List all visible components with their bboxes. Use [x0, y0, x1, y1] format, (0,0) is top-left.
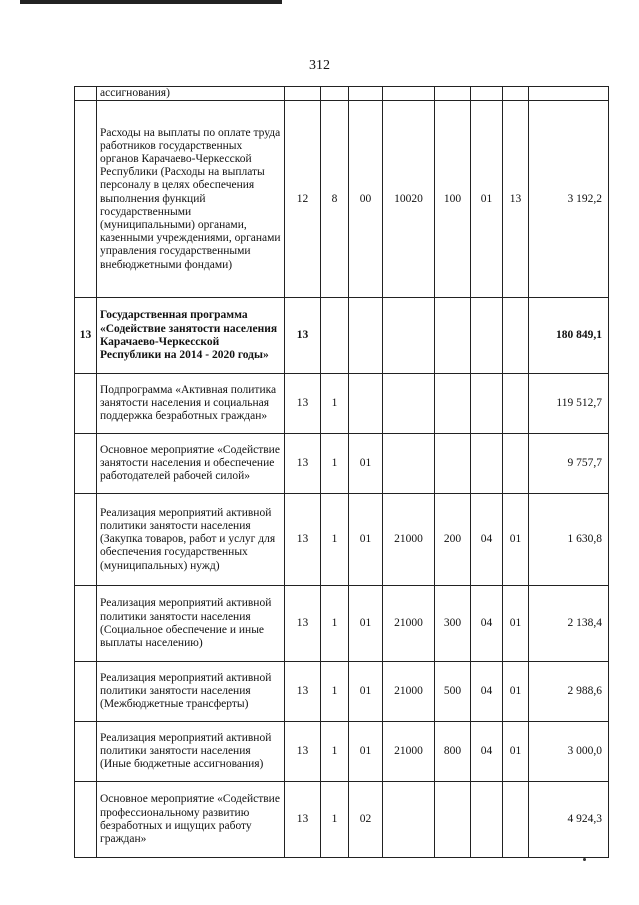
- row-number: [75, 586, 97, 662]
- code-2: 1: [321, 722, 349, 782]
- code-3: 01: [349, 434, 383, 494]
- code-7: [503, 87, 529, 101]
- code-2: 1: [321, 586, 349, 662]
- code-6: 01: [471, 101, 503, 298]
- code-7: [503, 298, 529, 374]
- code-7: 13: [503, 101, 529, 298]
- code-6: 04: [471, 586, 503, 662]
- table-row: [75, 298, 609, 374]
- row-number: [75, 722, 97, 782]
- table-row: [75, 374, 609, 434]
- code-6: 04: [471, 494, 503, 586]
- code-4: [383, 782, 435, 858]
- code-2: 1: [321, 374, 349, 434]
- code-4: [383, 298, 435, 374]
- code-3: 01: [349, 494, 383, 586]
- table-row: [75, 722, 609, 782]
- code-1: 13: [285, 298, 321, 374]
- row-amount: 2 138,4: [529, 586, 609, 662]
- code-6: [471, 87, 503, 101]
- code-1: [285, 87, 321, 101]
- page-number: 312: [309, 58, 330, 73]
- code-1: 13: [285, 586, 321, 662]
- code-2: 1: [321, 494, 349, 586]
- code-5: [435, 374, 471, 434]
- row-amount: 9 757,7: [529, 434, 609, 494]
- row-amount: 4 924,3: [529, 782, 609, 858]
- row-number: [75, 782, 97, 858]
- table-row: [75, 782, 609, 858]
- code-5: 200: [435, 494, 471, 586]
- code-4: 21000: [383, 722, 435, 782]
- code-4: [383, 374, 435, 434]
- code-3: 01: [349, 586, 383, 662]
- code-6: 04: [471, 662, 503, 722]
- code-7: 01: [503, 722, 529, 782]
- code-5: 500: [435, 662, 471, 722]
- code-5: [435, 434, 471, 494]
- code-1: 13: [285, 722, 321, 782]
- code-5: [435, 298, 471, 374]
- code-5: 100: [435, 101, 471, 298]
- code-2: [321, 87, 349, 101]
- code-4: 21000: [383, 662, 435, 722]
- code-2: 8: [321, 101, 349, 298]
- code-4: [383, 87, 435, 101]
- row-name: Реализация мероприятий активной политики занятости населения (Социальное обеспечение и иные выплаты населению): [97, 586, 285, 662]
- row-name: Расходы на выплаты по оплате труда работников государственных органов Карачаево-Черкесской Республики (Расходы на выплаты персоналу в целях обеспечения выполнения функций государственными (муниципальными) органами, казенными учреждениями, органами управления государственными внебюджетными фондами): [97, 101, 285, 298]
- scan-dot: [583, 858, 586, 861]
- table-row: [75, 662, 609, 722]
- row-amount: 3 000,0: [529, 722, 609, 782]
- row-name: Реализация мероприятий активной политики занятости населения (Закупка товаров, работ и услуг для обеспечения государственных (муниципальных) нужд): [97, 494, 285, 586]
- code-3: 01: [349, 662, 383, 722]
- code-5: 300: [435, 586, 471, 662]
- code-3: [349, 374, 383, 434]
- code-7: [503, 434, 529, 494]
- row-number: 13: [75, 298, 97, 374]
- code-6: [471, 374, 503, 434]
- row-name: Основное мероприятие «Содействие профессиональному развитию безработных и ищущих работу граждан»: [97, 782, 285, 858]
- table-row: [75, 586, 609, 662]
- row-name: Подпрограмма «Активная политика занятости населения и социальная поддержка безработных граждан»: [97, 374, 285, 434]
- code-1: 12: [285, 101, 321, 298]
- table-row: [75, 494, 609, 586]
- code-5: 800: [435, 722, 471, 782]
- row-number: [75, 374, 97, 434]
- row-number: [75, 101, 97, 298]
- code-2: [321, 298, 349, 374]
- table-row: [75, 87, 609, 101]
- code-6: 04: [471, 722, 503, 782]
- code-3: 01: [349, 722, 383, 782]
- code-2: 1: [321, 782, 349, 858]
- row-amount: [529, 87, 609, 101]
- code-1: 13: [285, 662, 321, 722]
- table-row: [75, 434, 609, 494]
- row-number: [75, 434, 97, 494]
- table-row: [75, 101, 609, 298]
- code-4: 10020: [383, 101, 435, 298]
- row-amount: 3 192,2: [529, 101, 609, 298]
- code-3: 00: [349, 101, 383, 298]
- code-5: [435, 87, 471, 101]
- row-number: [75, 494, 97, 586]
- code-1: 13: [285, 374, 321, 434]
- code-2: 1: [321, 434, 349, 494]
- top-scan-rule: [20, 0, 282, 4]
- code-7: [503, 782, 529, 858]
- code-7: [503, 374, 529, 434]
- row-number: [75, 662, 97, 722]
- row-name: Реализация мероприятий активной политики занятости населения (Межбюджетные трансферты): [97, 662, 285, 722]
- row-name: ассигнования): [97, 87, 285, 101]
- budget-table: [74, 86, 609, 858]
- code-7: 01: [503, 494, 529, 586]
- code-1: 13: [285, 434, 321, 494]
- code-4: [383, 434, 435, 494]
- code-4: 21000: [383, 494, 435, 586]
- row-amount: 2 988,6: [529, 662, 609, 722]
- code-6: [471, 782, 503, 858]
- code-6: [471, 298, 503, 374]
- row-number: [75, 87, 97, 101]
- row-name: Реализация мероприятий активной политики занятости населения (Иные бюджетные ассигнования): [97, 722, 285, 782]
- row-amount: 119 512,7: [529, 374, 609, 434]
- code-3: 02: [349, 782, 383, 858]
- code-6: [471, 434, 503, 494]
- code-5: [435, 782, 471, 858]
- code-3: [349, 87, 383, 101]
- code-3: [349, 298, 383, 374]
- code-1: 13: [285, 494, 321, 586]
- table-body: [75, 87, 609, 858]
- code-1: 13: [285, 782, 321, 858]
- row-name: Государственная программа «Содействие занятости населения Карачаево-Черкесской Республики на 2014 - 2020 годы»: [97, 298, 285, 374]
- code-7: 01: [503, 662, 529, 722]
- code-7: 01: [503, 586, 529, 662]
- code-2: 1: [321, 662, 349, 722]
- row-name: Основное мероприятие «Содействие занятости населения и обеспечение работодателей рабочей силой»: [97, 434, 285, 494]
- code-4: 21000: [383, 586, 435, 662]
- row-amount: 1 630,8: [529, 494, 609, 586]
- row-amount: 180 849,1: [529, 298, 609, 374]
